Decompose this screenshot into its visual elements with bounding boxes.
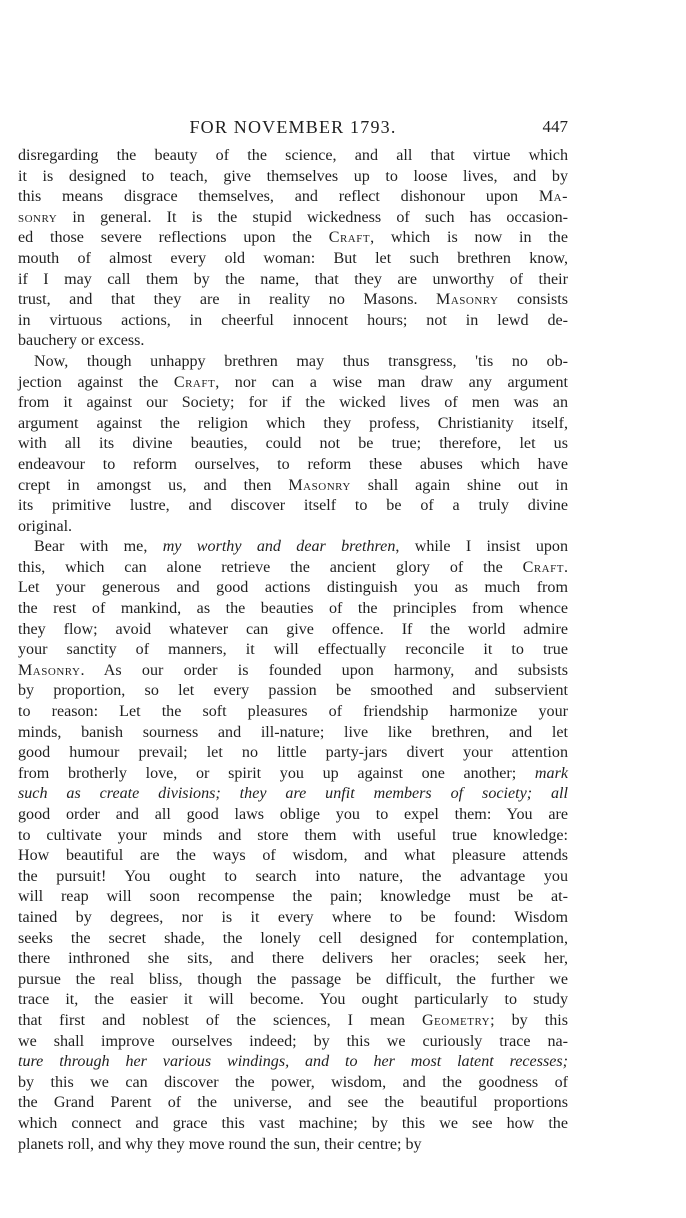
text-line bbox=[18, 187, 568, 208]
page-number: 447 bbox=[542, 117, 568, 136]
text-line bbox=[18, 743, 568, 764]
text-line bbox=[18, 990, 568, 1011]
text-segment: your sanctity of manners, it will effectually reconcile it to true bbox=[18, 641, 568, 659]
text-segment: mouth of almost every old woman: But let such brethren know, bbox=[18, 249, 568, 267]
small-caps-text: Craft bbox=[522, 558, 564, 576]
text-segment: good order and all good laws oblige you to expel them: You are bbox=[18, 806, 568, 823]
text-line bbox=[18, 970, 568, 991]
text-segment: we shall improve ourselves indeed; by this we curiously trace na- bbox=[18, 1032, 568, 1050]
body-text bbox=[18, 146, 568, 1155]
text-line bbox=[18, 826, 568, 847]
italic-text: ture through her various windings, and to her most latent recesses; bbox=[18, 1053, 568, 1071]
text-segment: planets roll, and why they move round the sun, their centre; by bbox=[18, 1135, 422, 1153]
text-segment: there inthroned she sits, and there delivers her oracles; seek her, bbox=[18, 950, 568, 968]
text-segment: consists bbox=[498, 291, 568, 309]
small-caps-text: Masonry bbox=[18, 661, 81, 679]
text-line bbox=[18, 1073, 568, 1094]
text-segment: the pursuit! You ought to search into nature, the advantage you bbox=[18, 867, 568, 885]
text-line bbox=[18, 578, 568, 599]
text-line bbox=[18, 167, 568, 188]
small-caps-text: Geometry bbox=[421, 1011, 491, 1029]
text-segment: in virtuous actions, in cheerful innocent hours; not in lewd de- bbox=[18, 311, 568, 329]
text-segment: it is designed to teach, give themselves up to loose lives, and by bbox=[18, 167, 568, 185]
text-line bbox=[18, 331, 568, 352]
text-line bbox=[18, 784, 568, 805]
text-line bbox=[18, 929, 568, 950]
text-line bbox=[18, 352, 568, 373]
text-line bbox=[18, 1052, 568, 1073]
text-segment: they flow; avoid whatever can give offence. If the world admire bbox=[18, 620, 568, 638]
small-caps-text: sonry bbox=[18, 208, 58, 226]
text-line bbox=[18, 620, 568, 641]
text-line bbox=[18, 208, 568, 229]
text-segment: seeks the secret shade, the lonely cell designed for contemplation, bbox=[18, 929, 568, 947]
text-line bbox=[18, 558, 568, 579]
text-line bbox=[18, 496, 568, 517]
italic-text: my worthy and dear brethren bbox=[162, 538, 396, 556]
text-segment: the Grand Parent of the universe, and see the beautiful proportions bbox=[18, 1094, 568, 1112]
text-line bbox=[18, 846, 568, 867]
text-segment: by this we can discover the power, wisdom, and the goodness of bbox=[18, 1073, 568, 1091]
text-segment: pursue the real bliss, though the passage be difficult, the further we bbox=[18, 970, 568, 988]
small-caps-text: Masonry bbox=[436, 291, 499, 309]
text-segment: trust, and that they are in reality no Masons. bbox=[18, 291, 437, 309]
text-segment: argument against the religion which they profess, Christianity itself, bbox=[18, 414, 568, 432]
text-segment: disregarding the beauty of the science, and all that virtue which bbox=[18, 147, 568, 164]
text-segment: . bbox=[563, 558, 568, 576]
text-line bbox=[18, 373, 568, 394]
text-segment: endeavour to reform ourselves, to reform these abuses which have bbox=[18, 455, 568, 473]
text-segment: , while I insist upon bbox=[395, 538, 569, 556]
text-segment: which connect and grace this vast machine; by this we see how the bbox=[18, 1114, 568, 1132]
text-segment: original. bbox=[18, 517, 73, 535]
text-segment: bauchery or excess. bbox=[18, 332, 145, 350]
text-segment: , which is now in the bbox=[370, 229, 568, 247]
text-segment: from brotherly love, or spirit you up against one another; bbox=[18, 764, 535, 782]
italic-text: such as create divisions; they are unfit members of society; all bbox=[18, 785, 568, 803]
text-segment: the rest of mankind, as the beauties of the principles from whence bbox=[18, 600, 568, 618]
text-segment: How beautiful are the ways of wisdom, and what pleasure attends bbox=[18, 847, 568, 865]
text-line bbox=[18, 270, 568, 291]
text-line bbox=[18, 949, 568, 970]
text-line bbox=[18, 517, 568, 538]
text-segment: Bear with me, bbox=[34, 538, 163, 556]
text-segment: . As our order is founded upon harmony, and subsists bbox=[80, 661, 568, 679]
text-segment: , nor can a wise man draw any argument bbox=[215, 373, 568, 391]
text-segment: minds, banish sourness and ill-nature; live like brethren, and let bbox=[18, 723, 568, 741]
text-line bbox=[18, 476, 568, 497]
small-caps-text: Ma- bbox=[538, 188, 568, 206]
text-line bbox=[18, 228, 568, 249]
small-caps-text: Craft bbox=[173, 373, 216, 391]
text-line bbox=[18, 146, 568, 167]
text-segment: to reason: Let the soft pleasures of friendship harmonize your bbox=[18, 703, 568, 721]
text-line bbox=[18, 1114, 568, 1135]
text-segment: ed those severe reflections upon the bbox=[18, 229, 329, 247]
text-segment: that first and noblest of the sciences, I mean bbox=[18, 1011, 422, 1029]
text-line bbox=[18, 1011, 568, 1032]
text-line bbox=[18, 1093, 568, 1114]
text-line bbox=[18, 599, 568, 620]
text-segment: tained by degrees, nor is it every where to be found: Wisdom bbox=[18, 908, 568, 926]
text-segment: jection against the bbox=[18, 373, 174, 391]
text-line bbox=[18, 311, 568, 332]
text-line bbox=[18, 434, 568, 455]
text-segment: from it against our Society; for if the wicked lives of men was an bbox=[18, 394, 568, 412]
text-segment: good humour prevail; let no little party-jars divert your attention bbox=[18, 744, 568, 762]
text-line bbox=[18, 681, 568, 702]
text-line bbox=[18, 805, 568, 826]
small-caps-text: Craft bbox=[328, 229, 371, 247]
italic-text: mark bbox=[534, 764, 568, 782]
text-line bbox=[18, 414, 568, 435]
running-head bbox=[18, 114, 568, 140]
text-segment: Now, though unhappy brethren may thus transgress, 'tis no ob- bbox=[34, 352, 568, 370]
text-line bbox=[18, 661, 568, 682]
small-caps-text: Masonry bbox=[288, 476, 351, 494]
text-segment: shall again shine out in bbox=[350, 476, 569, 494]
text-line bbox=[18, 393, 568, 414]
text-line bbox=[18, 764, 568, 785]
text-segment: ; by this bbox=[490, 1011, 568, 1029]
text-segment: crept in amongst us, and then bbox=[18, 476, 289, 494]
text-segment: in general. It is the stupid wickedness of such has occasion- bbox=[57, 208, 568, 226]
text-segment: to cultivate your minds and store them with useful true knowledge: bbox=[18, 826, 568, 844]
text-line bbox=[18, 455, 568, 476]
text-line bbox=[18, 887, 568, 908]
running-title: FOR NOVEMBER 1793. bbox=[189, 117, 397, 137]
text-segment: this, which can alone retrieve the ancient glory of the bbox=[18, 558, 523, 576]
text-line bbox=[18, 640, 568, 661]
text-line bbox=[18, 1135, 568, 1156]
text-segment: with all its divine beauties, could not be true; therefore, let us bbox=[18, 435, 568, 453]
text-segment: its primitive lustre, and discover itself to be of a truly divine bbox=[18, 497, 568, 515]
text-line bbox=[18, 702, 568, 723]
text-line bbox=[18, 537, 568, 558]
text-line bbox=[18, 1032, 568, 1053]
text-line bbox=[18, 908, 568, 929]
text-line bbox=[18, 867, 568, 888]
text-segment: will reap will soon recompense the pain; knowledge must be at- bbox=[18, 888, 568, 906]
text-line bbox=[18, 290, 568, 311]
text-line bbox=[18, 249, 568, 270]
text-segment: if I may call them by the name, that they are unworthy of their bbox=[18, 270, 568, 288]
text-segment: trace it, the easier it will become. You ought particularly to study bbox=[18, 991, 568, 1009]
text-line bbox=[18, 723, 568, 744]
text-segment: this means disgrace themselves, and reflect dishonour upon bbox=[18, 188, 539, 206]
text-segment: Let your generous and good actions distinguish you as much from bbox=[18, 579, 568, 597]
text-segment: by proportion, so let every passion be smoothed and subservient bbox=[18, 682, 568, 700]
